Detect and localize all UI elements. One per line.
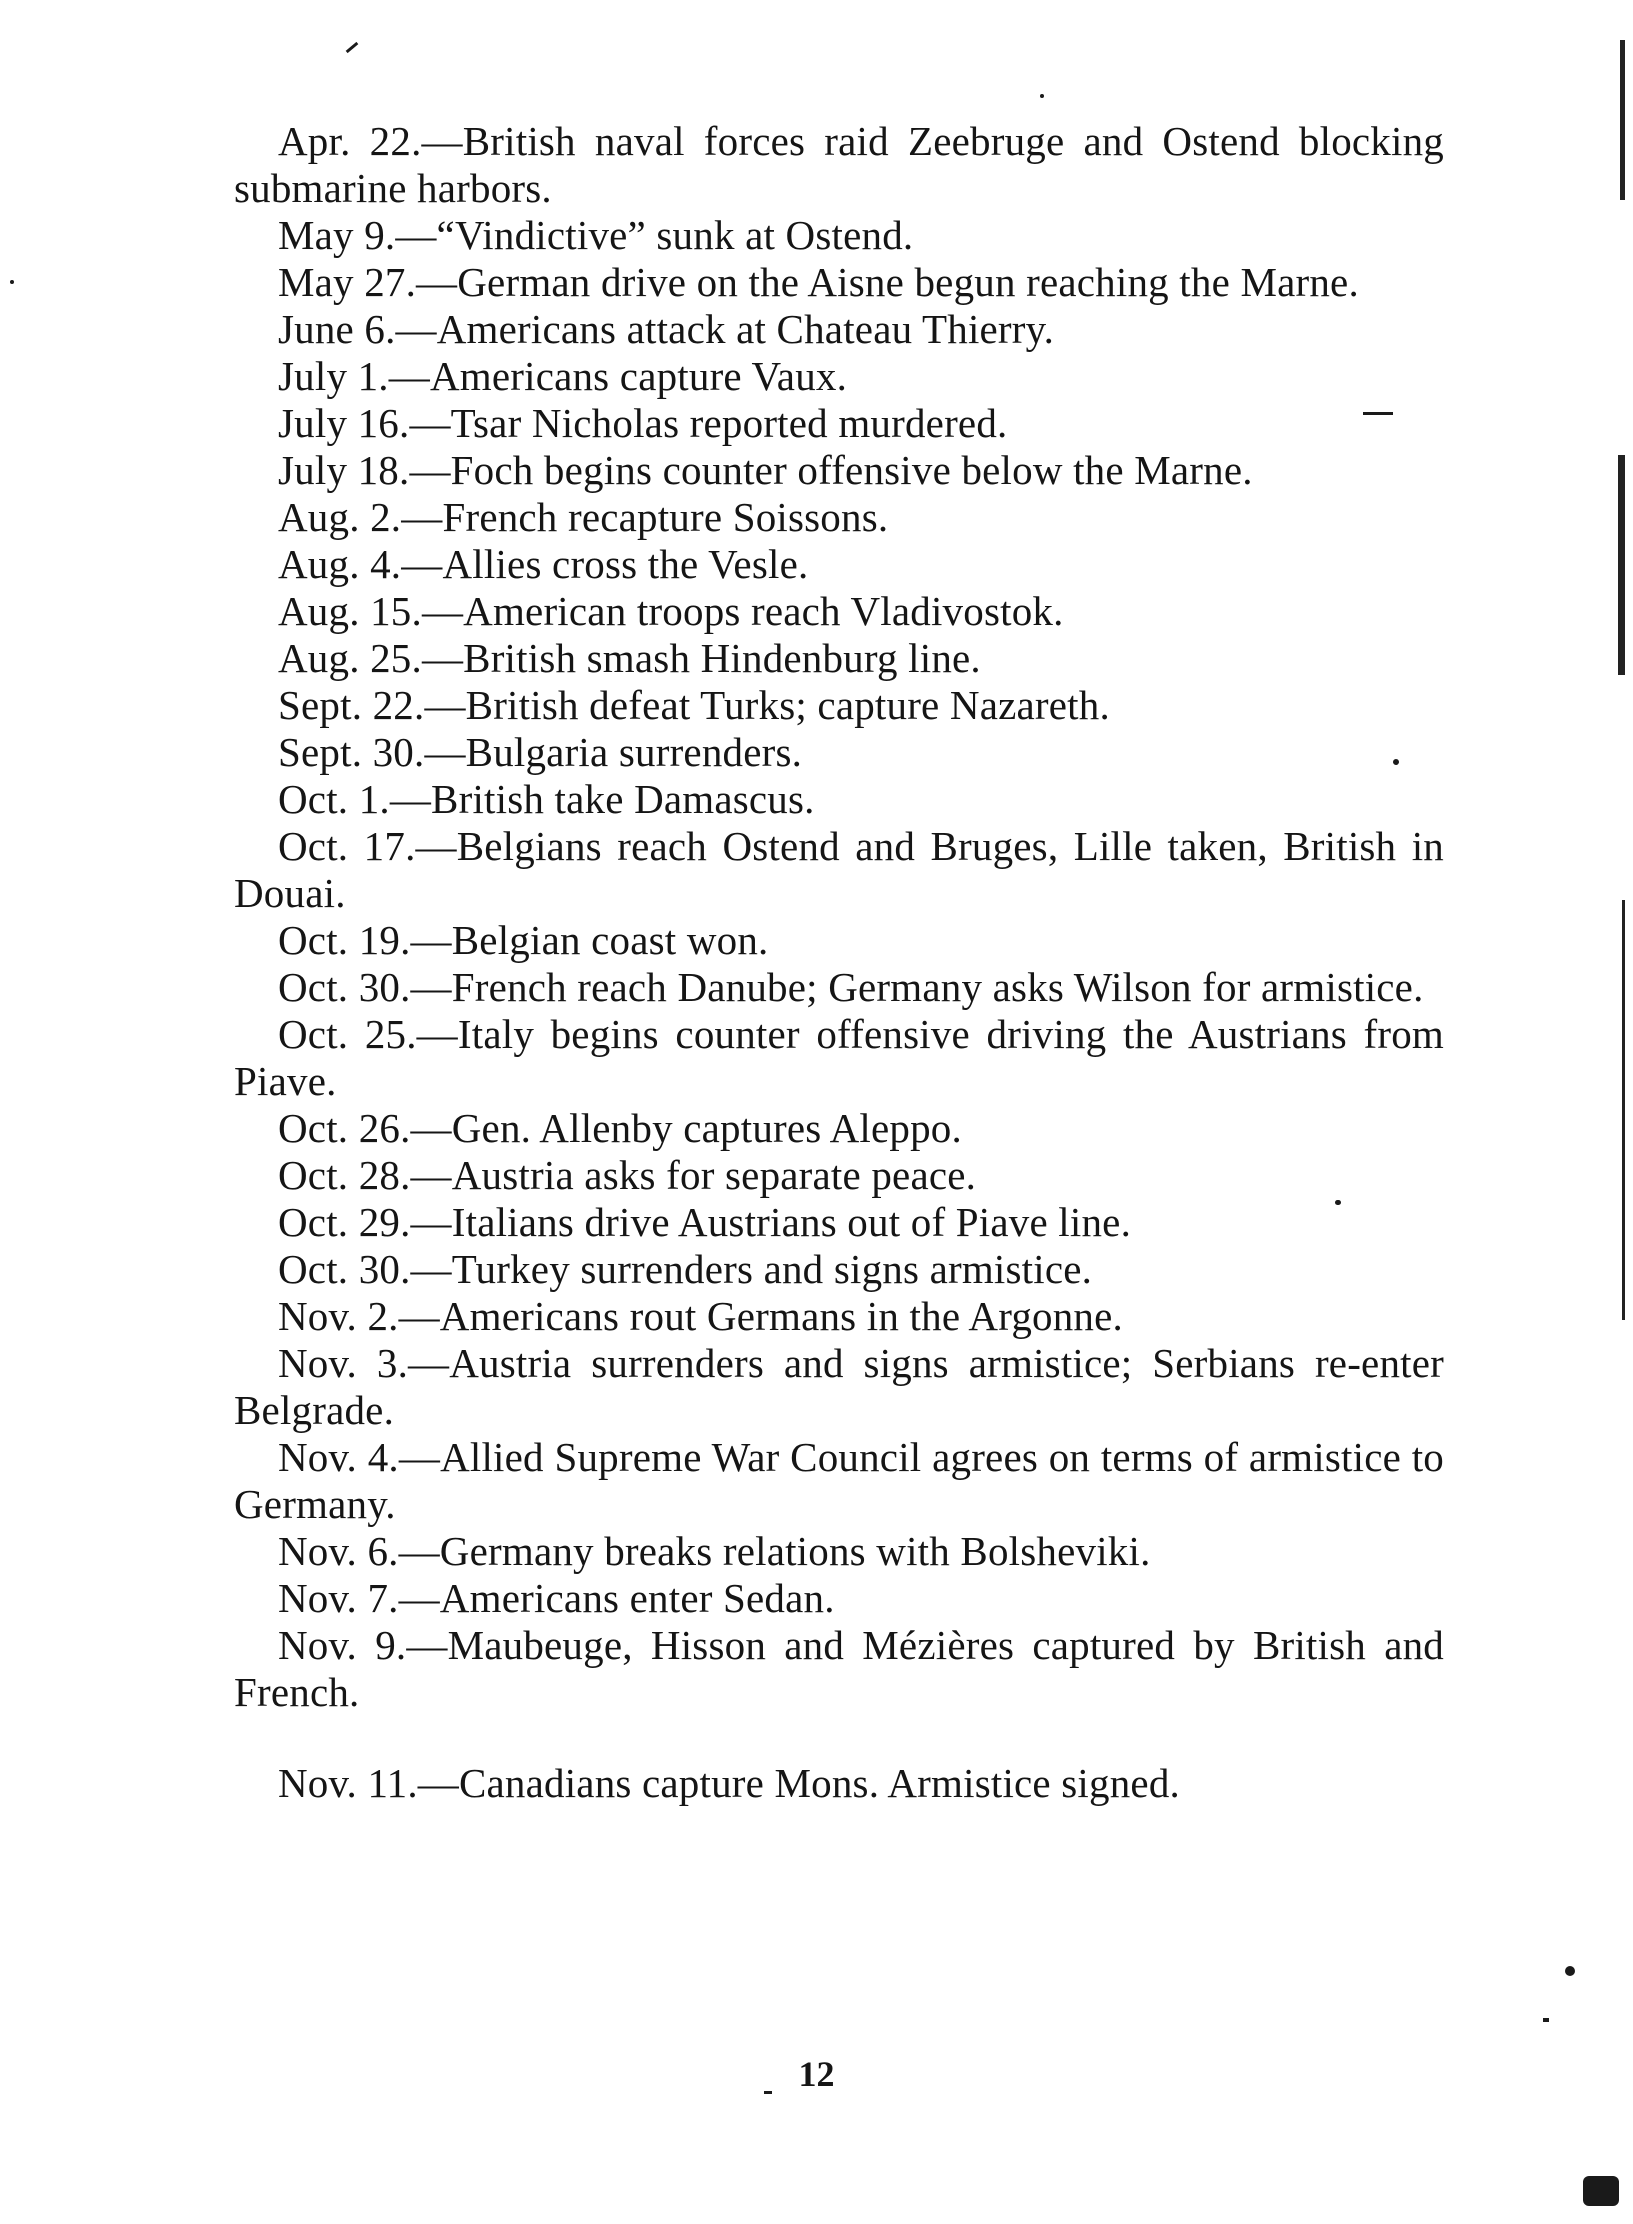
scan-speck xyxy=(10,280,14,284)
page-number: 12 xyxy=(798,2054,835,2094)
chronology-entry: Oct. 30.—French reach Danube; Germany asks Wilson for armistice. xyxy=(278,964,1424,1010)
chronology-entry: Oct. 26.—Gen. Allenby captures Aleppo. xyxy=(278,1105,962,1151)
chronology-entry: May 27.—German drive on the Aisne begun reaching the Marne. xyxy=(278,259,1359,305)
chronology-entry: Aug. 2.—French recapture Soissons. xyxy=(278,494,889,540)
page-edge-shadow xyxy=(1620,40,1625,200)
chronology-entry: Oct. 19.—Belgian coast won. xyxy=(278,917,769,963)
chronology-entry: Oct. 17.—Belgians reach Ostend and Bruges, Lille taken, British in Douai. xyxy=(234,823,1444,916)
chronology-entry: Nov. 4.—Allied Supreme War Council agrees on terms of armistice to Germany. xyxy=(234,1434,1444,1527)
chronology-entry: Aug. 15.—American troops reach Vladivostok. xyxy=(278,588,1064,634)
scan-speck xyxy=(1363,412,1393,415)
chronology-entry: Sept. 30.—Bulgaria surrenders. xyxy=(278,729,803,775)
chronology-entry: Oct. 30.—Turkey surrenders and signs armistice. xyxy=(278,1246,1093,1292)
scan-speck xyxy=(1393,759,1399,765)
final-chronology-entry: Nov. 11.—Canadians capture Mons. Armistice signed. xyxy=(278,1760,1180,1806)
chronology-entry: July 16.—Tsar Nicholas reported murdered. xyxy=(278,400,1008,446)
chronology-entry: May 9.—“Vindictive” sunk at Ostend. xyxy=(278,212,914,258)
chronology-entry: Nov. 7.—Americans enter Sedan. xyxy=(278,1575,835,1621)
chronology-entry: Oct. 29.—Italians drive Austrians out of Piave line. xyxy=(278,1199,1132,1245)
chronology-entry: July 1.—Americans capture Vaux. xyxy=(278,353,848,399)
scan-speck xyxy=(346,42,359,53)
chronology-entry: Nov. 3.—Austria surrenders and signs armistice; Serbians re-enter Belgrade. xyxy=(234,1340,1444,1433)
chronology-entry: Sept. 22.—British defeat Turks; capture Nazareth. xyxy=(278,682,1110,728)
chronology-list xyxy=(234,118,1444,1807)
page-edge-shadow xyxy=(1622,900,1625,1320)
chronology-entry: Oct. 25.—Italy begins counter offensive driving the Austrians from Piave. xyxy=(234,1011,1444,1104)
chronology-entry: June 6.—Americans attack at Chateau Thierry. xyxy=(278,306,1055,352)
chronology-entry: Oct. 28.—Austria asks for separate peace. xyxy=(278,1152,977,1198)
chronology-entry: Nov. 2.—Americans rout Germans in the Argonne. xyxy=(278,1293,1123,1339)
chronology-entry: Nov. 9.—Maubeuge, Hisson and Mézières captured by British and French. xyxy=(234,1622,1444,1715)
page-edge-shadow xyxy=(1618,455,1625,675)
chronology-entry: Nov. 6.—Germany breaks relations with Bolsheviki. xyxy=(278,1528,1151,1574)
chronology-entry: Aug. 25.—British smash Hindenburg line. xyxy=(278,635,981,681)
scan-speck xyxy=(1583,2176,1619,2206)
scan-speck xyxy=(1040,94,1044,98)
chronology-entry: Apr. 22.—British naval forces raid Zeebruge and Ostend blocking submarine harbors. xyxy=(234,118,1444,211)
chronology-entry: Oct. 1.—British take Damascus. xyxy=(278,776,815,822)
scan-speck xyxy=(1335,1200,1341,1205)
scan-speck xyxy=(1565,1966,1575,1976)
chronology-entry: July 18.—Foch begins counter offensive below the Marne. xyxy=(278,447,1253,493)
scan-speck xyxy=(764,2091,772,2094)
chronology-entry: Aug. 4.—Allies cross the Vesle. xyxy=(278,541,809,587)
scan-speck xyxy=(1543,2018,1549,2022)
